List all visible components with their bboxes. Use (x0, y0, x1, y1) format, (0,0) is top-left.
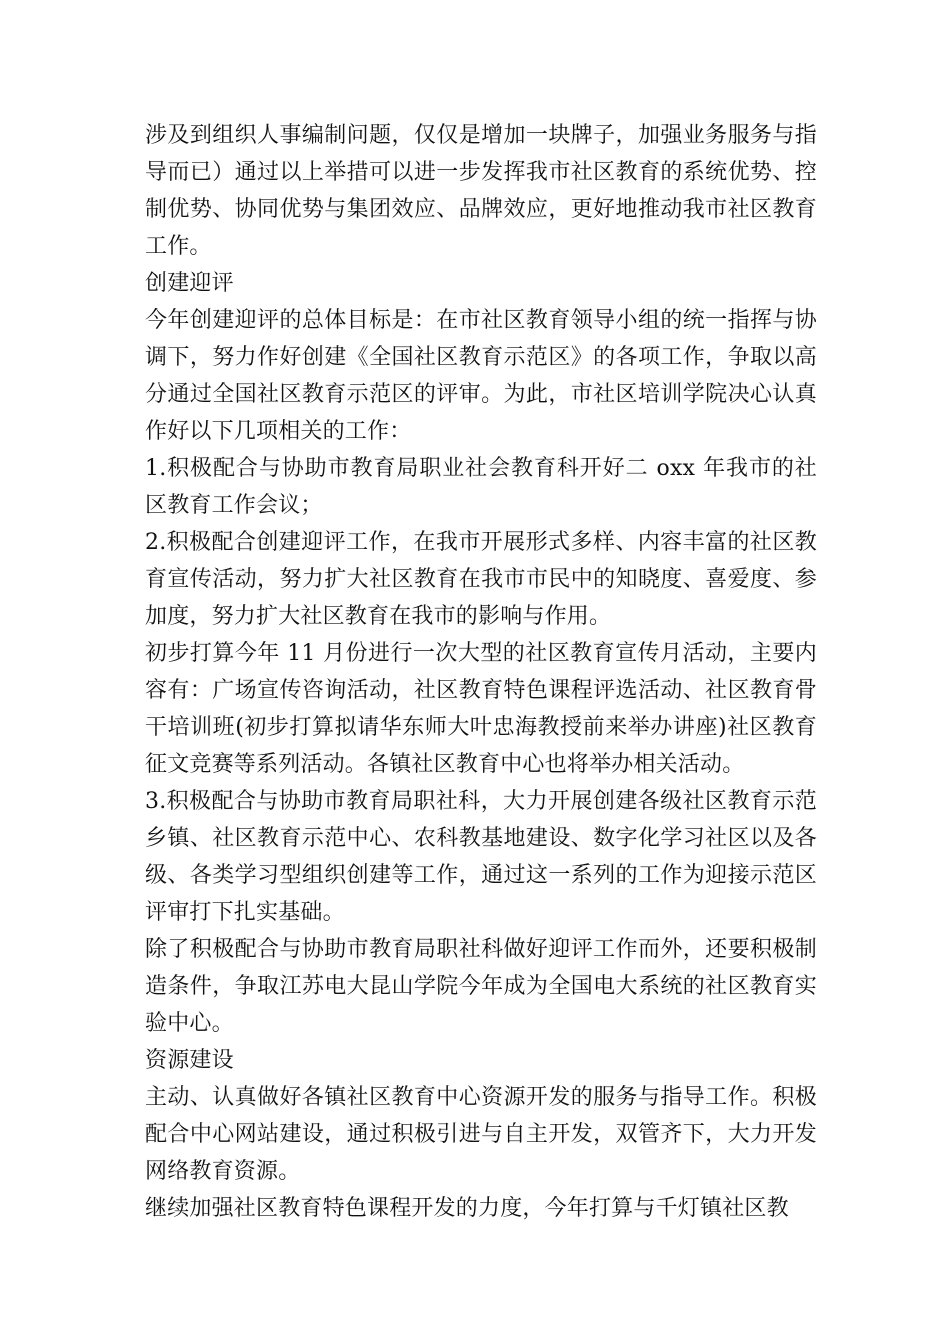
paragraph-course-development: 继续加强社区教育特色课程开发的力度，今年打算与千灯镇社区教 (145, 1196, 789, 1221)
paragraph-experiment-center: 除了积极配合与协助市教育局职社科做好迎评工作而外，还要积极制造条件，争取江苏电大昆山学院今年成为全国电大系统的社区教育实验中心。 (145, 937, 817, 1036)
list-item-3: 3.积极配合与协助市教育局职社科，大力开展创建各级社区教育示范乡镇、社区教育示范中心、农科教基地建设、数字化学习社区以及各级、各类学习型组织创建等工作，通过这一系列的工作为迎接示范区评审打下扎实基础。 (145, 789, 817, 925)
section-heading-create-evaluation: 创建迎评 (145, 271, 234, 296)
paragraph-resource-development: 主动、认真做好各镇社区教育中心资源开发的服务与指导工作。积极配合中心网站建设，通过积极引进与自主开发，双管齐下，大力开发网络教育资源。 (145, 1085, 817, 1184)
document-body (145, 117, 817, 1227)
paragraph-overall-goal: 今年创建迎评的总体目标是：在市社区教育领导小组的统一指挥与协调下，努力作好创建《全国社区教育示范区》的各项工作，争取以高分通过全国社区教育示范区的评审。为此，市社区培训学院决心认真作好以下几项相关的工作： (145, 308, 817, 444)
paragraph-continuation: 涉及到组织人事编制问题，仅仅是增加一块牌子，加强业务服务与指导而已）通过以上举措可以进一步发挥我市社区教育的系统优势、控制优势、协同优势与集团效应、品牌效应，更好地推动我市社区教育工作。 (145, 123, 817, 259)
section-heading-resource-building: 资源建设 (145, 1048, 234, 1073)
list-item-2: 2.积极配合创建迎评工作，在我市开展形式多样、内容丰富的社区教育宣传活动，努力扩大社区教育在我市市民中的知晓度、喜爱度、参加度，努力扩大社区教育在我市的影响与作用。 (145, 530, 817, 629)
paragraph-publicity-month: 初步打算今年 11 月份进行一次大型的社区教育宣传月活动，主要内容有：广场宣传咨询活动，社区教育特色课程评选活动、社区教育骨干培训班(初步打算拟请华东师大叶忠海教授前来举办讲座)社区教育征文竞赛等系列活动。各镇社区教育中心也将举办相关活动。 (145, 641, 817, 777)
list-item-1: 1.积极配合与协助市教育局职业社会教育科开好二 oxx 年我市的社区教育工作会议； (145, 456, 817, 518)
